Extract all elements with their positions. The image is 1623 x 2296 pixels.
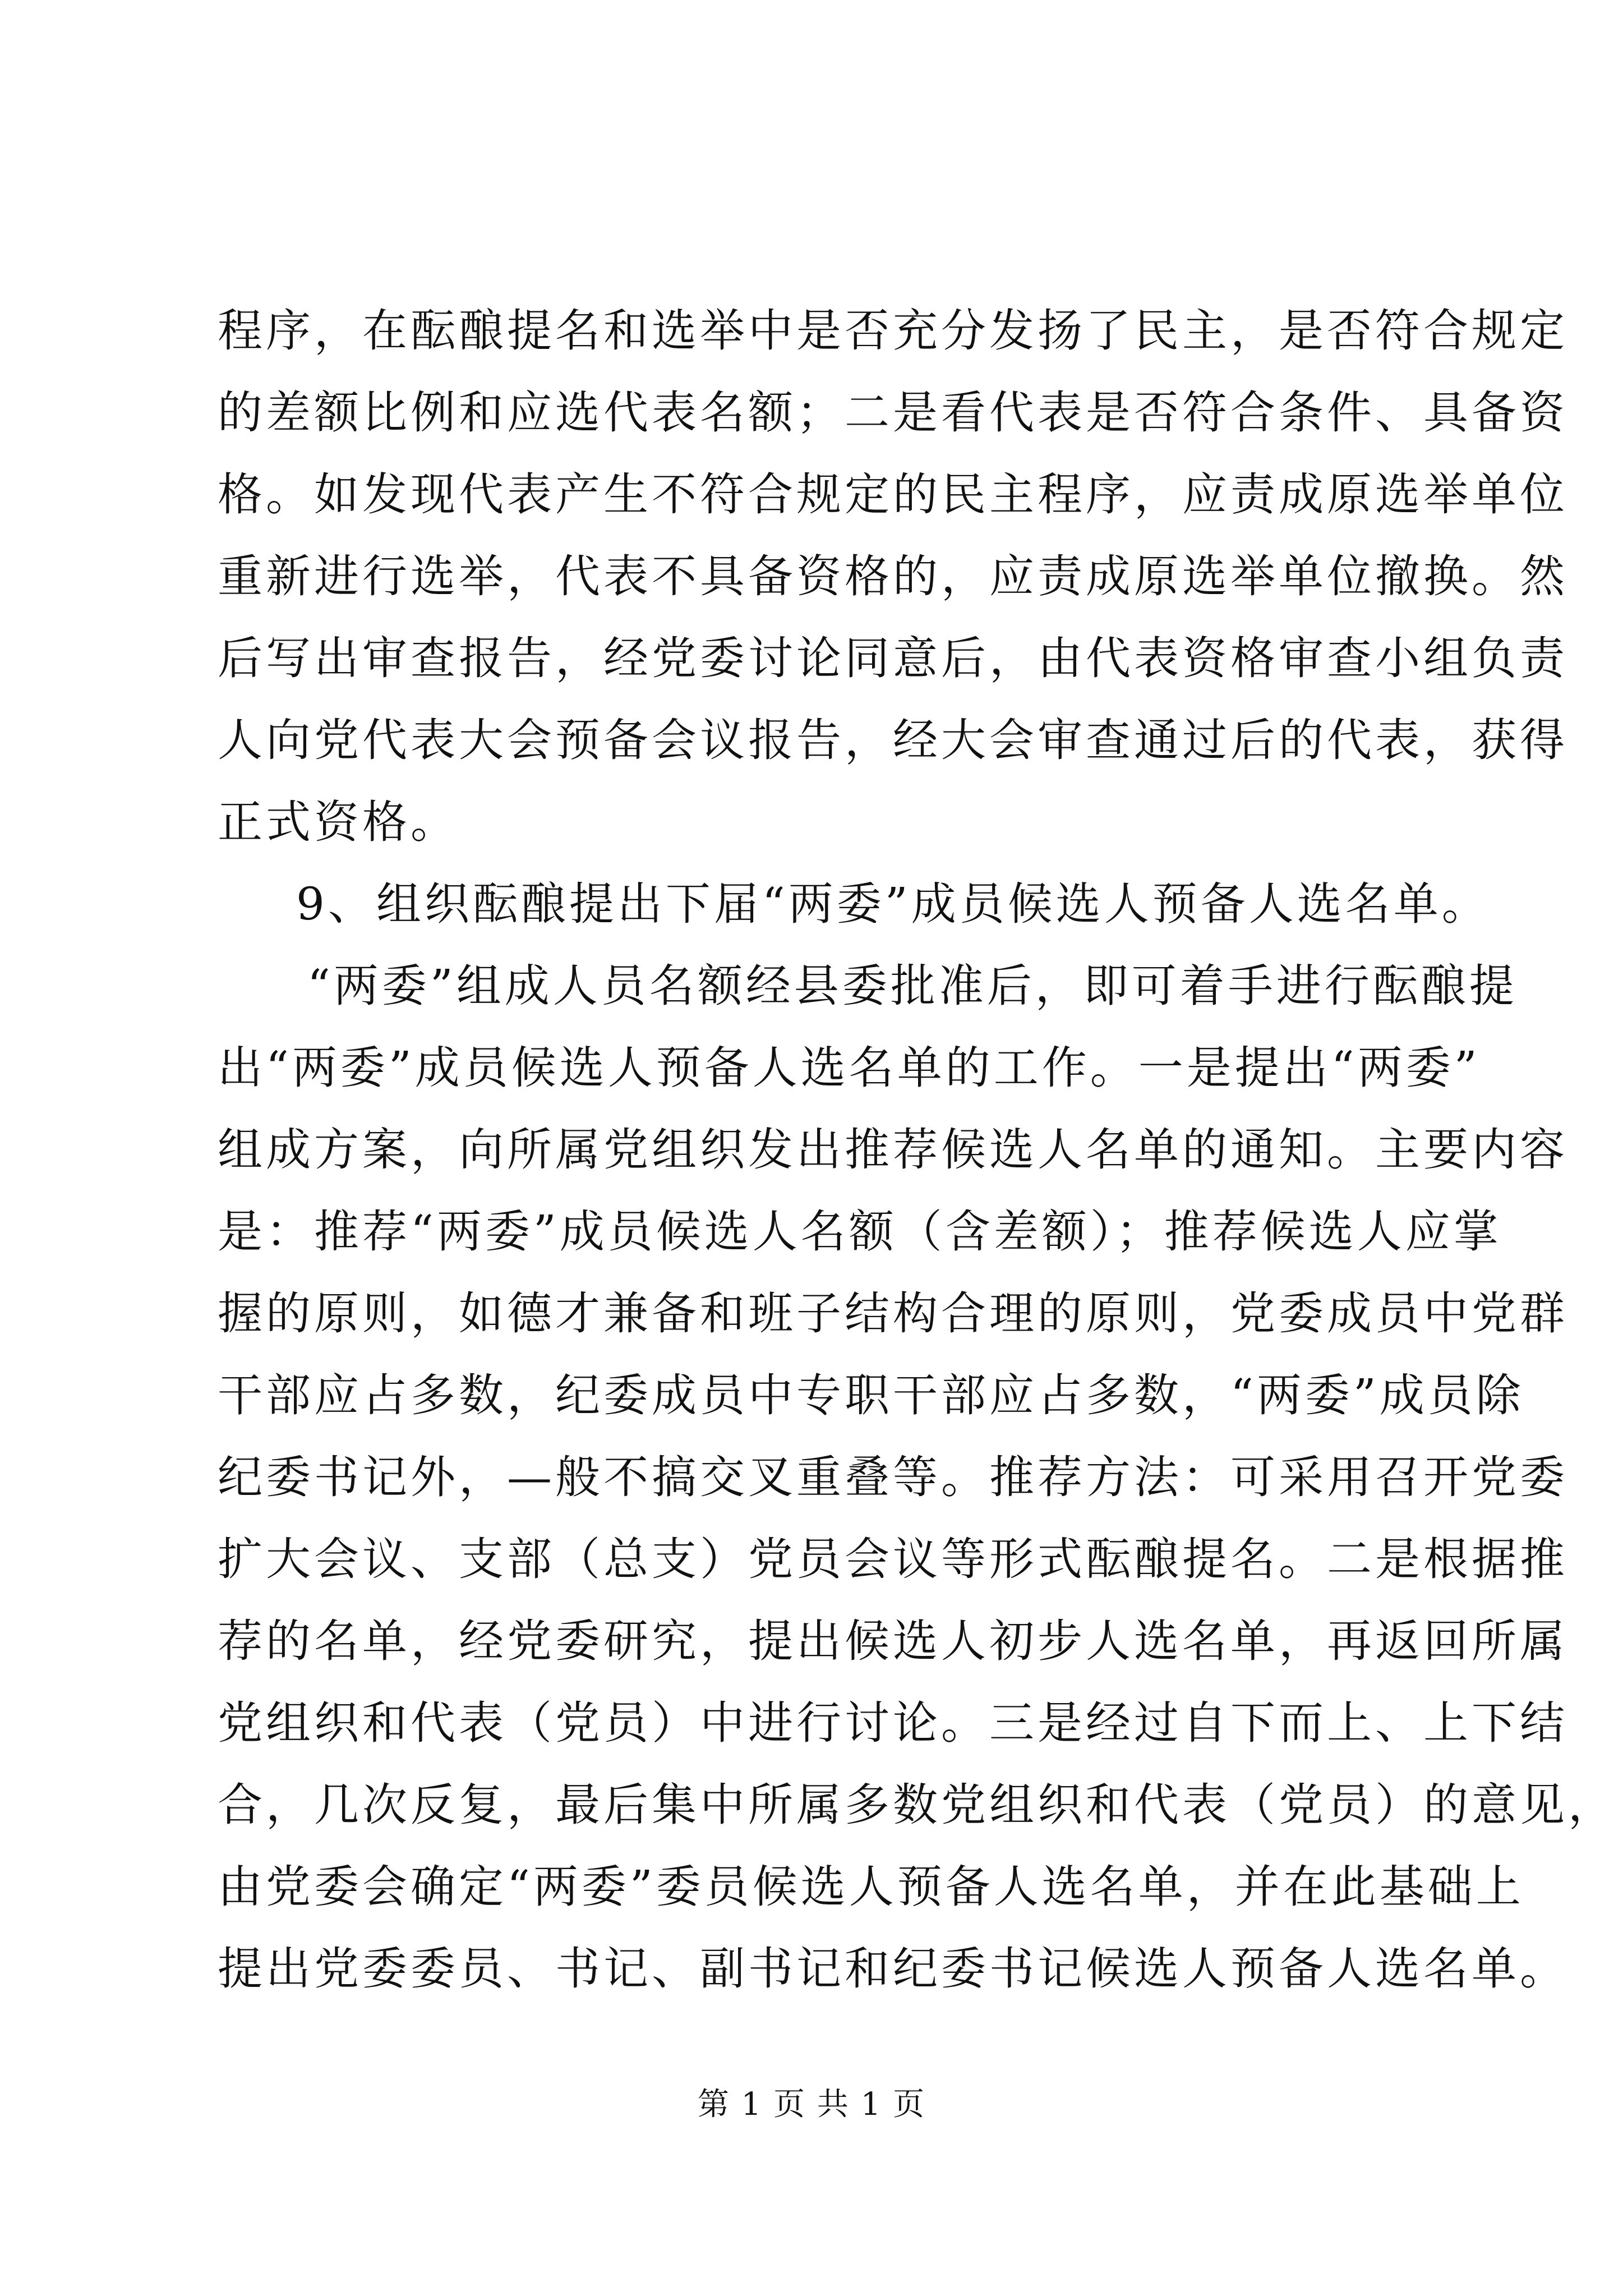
text-line: 党组织和代表（党员）中进行讨论。三是经过自下而上、上下结	[218, 1697, 1568, 1749]
text-line: 由党委会确定“两委”委员候选人预备人选名单，并在此基础上	[218, 1861, 1524, 1913]
text-line: 的差额比例和应选代表名额；二是看代表是否符合条件、具备资	[218, 386, 1568, 439]
text-line: 组成方案，向所属党组织发出推荐候选人名单的通知。主要内容	[218, 1124, 1568, 1176]
section-heading: 9、组织酝酿提出下届“两委”成员候选人预备人选名单。	[296, 878, 1490, 930]
text-line: 正式资格。	[218, 796, 459, 848]
text-line: 纪委书记外，—般不搞交叉重叠等。推荐方法：可采用召开党委	[218, 1451, 1568, 1503]
text-line: 人向党代表大会预备会议报告，经大会审查通过后的代表，获得	[218, 714, 1568, 766]
text-line: 干部应占多数，纪委成员中专职干部应占多数，“两委”成员除	[218, 1369, 1524, 1421]
page-number-footer: 第 1 页 共 1 页	[697, 2086, 926, 2123]
text-line: 重新进行选举，代表不具备资格的，应责成原选举单位撤换。然	[218, 550, 1568, 602]
text-line: “两委”组成人员名额经县委批准后，即可着手进行酝酿提	[307, 960, 1518, 1012]
text-line: 后写出审查报告，经党委讨论同意后，由代表资格审查小组负责	[218, 632, 1568, 684]
text-line: 扩大会议、支部（总支）党员会议等形式酝酿提名。二是根据推	[218, 1533, 1568, 1585]
text-line: 握的原则，如德才兼备和班子结构合理的原则，党委成员中党群	[218, 1287, 1568, 1340]
text-line: 提出党委委员、书记、副书记和纪委书记候选人预备人选名单。	[218, 1943, 1568, 1995]
text-line: 荐的名单，经党委研究，提出候选人初步人选名单，再返回所属	[218, 1615, 1568, 1667]
text-line: 格。如发现代表产生不符合规定的民主程序，应责成原选举单位	[218, 468, 1568, 521]
text-line: 出“两委”成员候选人预备人选名单的工作。一是提出“两委”	[218, 1042, 1481, 1094]
text-line: 合，几次反复，最后集中所属多数党组织和代表（党员）的意见，	[218, 1779, 1616, 1831]
text-line: 是：推荐“两委”成员候选人名额（含差额）；推荐候选人应掌	[218, 1205, 1502, 1258]
text-line: 程序，在酝酿提名和选举中是否充分发扬了民主，是否符合规定	[218, 305, 1568, 357]
